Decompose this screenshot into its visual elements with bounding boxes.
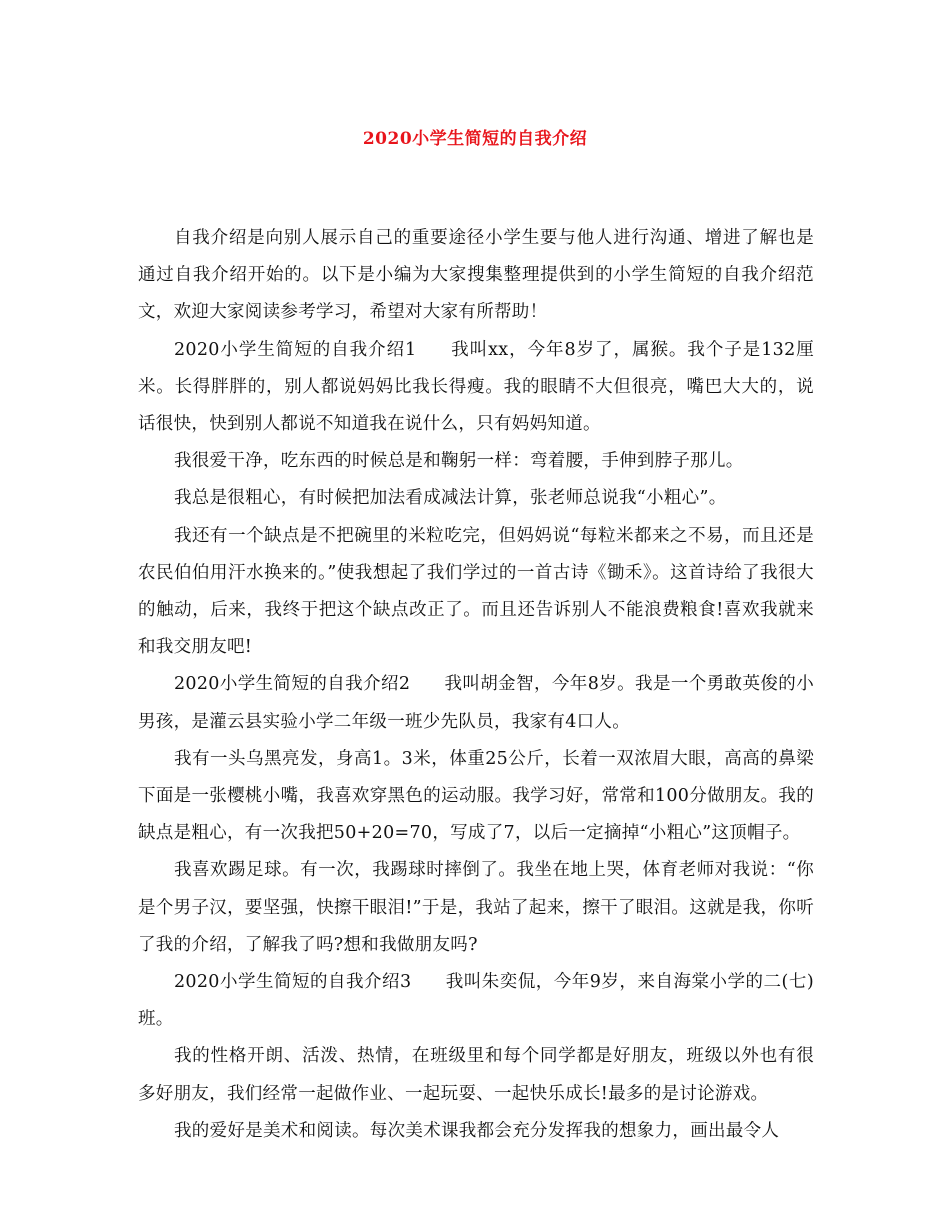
paragraph-section-3 bbox=[138, 964, 814, 1038]
section-heading-2: 2020小学生简短的自我介绍2 bbox=[174, 674, 411, 695]
section-text-1: 我叫xx，今年8岁了，属猴。我个子是132厘米。长得胖胖的，别人都说妈妈比我长得瘦。我的眼睛不大但很亮，嘴巴大大的，说话很快，快到别人都说不知道我在说什么，只有妈妈知道。 bbox=[138, 339, 815, 435]
paragraph-section-1 bbox=[138, 332, 814, 444]
paragraph-hobbies: 我的爱好是美术和阅读。每次美术课我都会充分发挥我的想象力，画出最令人 bbox=[174, 1120, 780, 1141]
section-text-3: 我叫朱奕侃，今年9岁，来自海棠小学的二(七)班。 bbox=[138, 972, 814, 1030]
paragraph-personality: 我的性格开朗、活泼、热情，在班级里和每个同学都是好朋友，班级以外也有很多好朋友，我们经常一起做作业、一起玩耍、一起快乐成长!最多的是讨论游戏。 bbox=[138, 1046, 814, 1104]
paragraph-clean: 我很爱干净，吃东西的时候总是和鞠躬一样：弯着腰，手伸到脖子那儿。 bbox=[174, 451, 744, 472]
paragraph-football: 我喜欢踢足球。有一次，我踢球时摔倒了。我坐在地上哭，体育老师对我说：“你是个男子汉，要坚强，快擦干眼泪!”于是，我站了起来，擦干了眼泪。这就是我，你听了我的介绍，了解我了吗?想和我做朋友吗? bbox=[138, 860, 814, 955]
paragraph-intro: 自我介绍是向别人展示自己的重要途径小学生要与他人进行沟通、增进了解也是通过自我介绍开始的。以下是小编为大家搜集整理提供到的小学生简短的自我介绍范文，欢迎大家阅读参考学习，希望对大家有所帮助！ bbox=[138, 228, 814, 323]
document-title: 2020小学生简短的自我介绍 bbox=[362, 129, 588, 149]
paragraph-section-2 bbox=[138, 666, 814, 740]
document-body bbox=[138, 220, 814, 1150]
section-heading-1: 2020小学生简短的自我介绍1 bbox=[174, 339, 417, 360]
section-heading-3: 2020小学生简短的自我介绍3 bbox=[174, 972, 412, 993]
paragraph-rice: 我还有一个缺点是不把碗里的米粒吃完，但妈妈说“每粒米都来之不易，而且还是农民伯伯用汗水换来的。”使我想起了我们学过的一首古诗《锄禾》。这首诗给了我很大的触动，后来，我终于把这个缺点改正了。而且还告诉别人不能浪费粮食!喜欢我就来和我交朋友吧! bbox=[138, 525, 814, 658]
paragraph-careless: 我总是很粗心，有时候把加法看成减法计算，张老师总说我“小粗心”。 bbox=[174, 488, 727, 509]
section-text-2: 我叫胡金智，今年8岁。我是一个勇敢英俊的小男孩，是灌云县实验小学二年级一班少先队员，我家有4口人。 bbox=[138, 674, 815, 732]
paragraph-appearance: 我有一头乌黑亮发，身高1。3米，体重25公斤，长着一双浓眉大眼，高高的鼻梁下面是一张樱桃小嘴，我喜欢穿黑色的运动服。我学习好，常常和100分做朋友。我的缺点是粗心，有一次我把50+20=70，写成了7，以后一定摘掉“小粗心”这顶帽子。 bbox=[138, 748, 814, 844]
